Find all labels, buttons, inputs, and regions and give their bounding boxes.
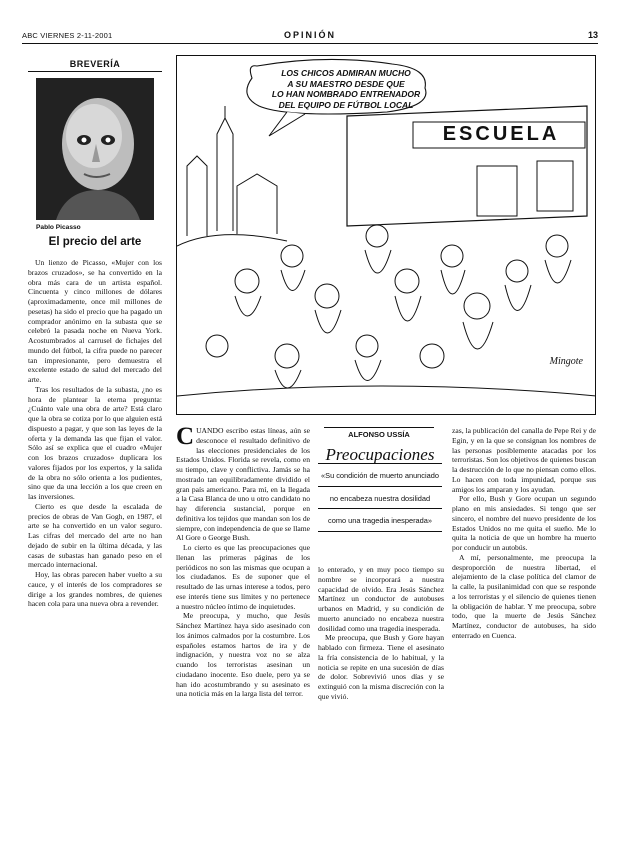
balloon-line: DEL EQUIPO DE FÚTBOL LOCAL <box>278 99 414 110</box>
article-paragraph: A mí, personalmente, me preocupa la desproporción de nuestra libertad, el alejamiento de la clase política del clamor de la calle, la pusilanimidad con que se responde a los terroristas y el silencio de quienes tienen la obligación de hablar. Y me preocupa, sobre todo, que la muerte de Jesús Sánchez Martínez, conductor de autobuses, ha sido enterrado en Cuenca. <box>452 552 596 640</box>
section-title: OPINIÓN <box>283 30 336 40</box>
balloon-line: LO HAN NOMBRADO ENTRENADOR <box>271 89 421 99</box>
breveria-paragraph: Un lienzo de Picasso, «Mujer con los brazos cruzados», se ha convertido en la obra más cara de un artista español. Cincuenta y cinco millones de dólares (aproximadamente, once mil millones de pesetas) ha sido el precio que ha pagado un comprador anónimo en la subasta que se celebró la pasada noche en Nueva York. Acostumbrados al carrusel de fichajes del mundo del fútbol, la cifra puede no parecer tan impresionante, pero demuestra el excelente estado de salud del mercado del arte. <box>28 258 162 384</box>
picasso-photo <box>36 78 154 220</box>
balloon-line: LOS CHICOS ADMIRAN MUCHO <box>281 68 411 78</box>
article-paragraph: Me preocupa, y mucho, que Jesús Sánchez Martínez haya sido asesinado con los ánimos calmados por la costumbre. Los españoles estamos hartos de ira y de indignación, y nuestra voz no se alza cuando los terroristas asesinan un ciudadano inocente. Eso duele, pero ya se han ido acostumbrando y su asesinato es una noticia más en la larga lista del terror. <box>176 611 310 699</box>
article-paragraph: zas, la publicación del canalla de Pepe Rei y de Egin, y en la que se consignan los nombres de las personas posiblemente atacadas por los terroristas. Son los objetivos de quienes buscan la destrucción de lo que no piensan como ellos. Lo hacen con toda impunidad, porque sus amigos los amparan y los ayudan. <box>452 426 596 494</box>
page-number: 13 <box>587 30 598 40</box>
article-title: Preocupaciones <box>325 445 435 464</box>
breveria-paragraph: Cierto es que desde la escalada de precios de obras de Van Gogh, en 1987, el arte se ha convertido en un valor seguro. Las cifras del mercado del arte no han dejado de subir en la última década, y las casas de subastas han ganado peso en el mercado internacional. <box>28 501 162 570</box>
article-column-1 <box>176 426 310 858</box>
article-paragraph: Me preocupa, que Bush y Gore hayan hablado con firmeza. Tiene el asesinato la fría consistencia de lo habitual, y la noticia se repite en una sucesión de días de dolor. Sobrevivió unos días y se extinguió con la misma discreción con la que vivió. <box>318 633 444 701</box>
breveria-body <box>28 258 162 858</box>
article-column-3 <box>452 426 596 858</box>
breveria-label: BREVERÍA <box>28 59 162 72</box>
newspaper-date: ABC VIERNES 2-11-2001 <box>22 31 113 40</box>
balloon-line: A SU MAESTRO DESDE QUE <box>287 78 405 89</box>
pull-quote <box>318 463 442 532</box>
article-paragraph: Por ello, Bush y Gore ocupan un segundo plano en mis ansiedades. Si tengo que ser sincero, el nombre del nuevo presidente de los Estados Unidos no me quita el sueño. Me lo quita la noticia de que un hombre ha muerto por conducir un autobús. <box>452 494 596 552</box>
drop-cap: C <box>176 426 195 450</box>
pull-quote-line: no encabeza nuestra dosilidad <box>318 486 442 509</box>
school-sign: ESCUELA <box>442 123 560 145</box>
article-column-2 <box>318 565 444 858</box>
breveria-paragraph: Hoy, las obras parecen haber vuelto a su cauce, y el interés de los compradores se dirige a los grandes nombres, de quienes hacen cola para una nueva obra a revender. <box>28 570 162 609</box>
article-paragraph: lo enterado, y en muy poco tiempo su nombre se incorporará a nuestra capacidad de olvido. Era Jesús Sánchez Martínez un conductor de autobuses urbanos en Madrid, y su condición de muerto anunciado no encabeza nuestra dosilidad como una tragedia inesperada. <box>318 565 444 633</box>
article-paragraph: Lo cierto es que las preocupaciones que llenan las primeras páginas de los periódicos no son las mismas que ocupan a los ciudadanos. Es de suponer que el resultado de las urnas interese a todos, pero ese interés tiene sus límites y no pertenece a nuestro núcleo íntimo de inquietudes. <box>176 543 310 611</box>
breveria-paragraph: Tras los resultados de la subasta, ¿no es hora de plantear la eterna pregunta: ¿Cuánto vale una obra de arte? Está claro que la obra se cotiza por lo que alguien está dispuesto a pagar, y que son las leyes de la oferta y la demanda las que fijan el valor. Sólo así se explica que el cuadro «Mujer con los brazos cruzados» duplicara los valores fijados por los expertos, y la salida de la obra no sólo orienta a los pudientes, sino que da una lección a los que creen en las inversiones. <box>28 384 162 501</box>
breveria-title: El precio del arte <box>48 236 142 248</box>
article-author: ALFONSO USSÍA <box>324 427 434 439</box>
page-header <box>22 30 598 44</box>
article-paragraph: CUANDO escribo estas líneas, aún se desconoce el resultado definitivo de las elecciones presidenciales de los Estados Unidos. Florida se revela, como en su tiempo, clave y conflictiva. Jamás se ha mostrado tan equilibradamente dividido el gran país americano. Para mí, en la llegada a la Casa Blanca de uno u otro candidato no hay diferencia sustancial, porque en definitiva los tejidos que mandan son los de siempre, con independencia de que se llame Al Gore o George Bush. <box>176 426 310 543</box>
editorial-cartoon <box>176 55 596 415</box>
pull-quote-line: como una tragedia inesperada» <box>318 508 442 532</box>
cartoonist-signature: Mingote <box>549 356 583 367</box>
photo-caption: Pablo Picasso <box>36 224 81 231</box>
pull-quote-line: «Su condición de muerto anunciado <box>318 463 442 486</box>
